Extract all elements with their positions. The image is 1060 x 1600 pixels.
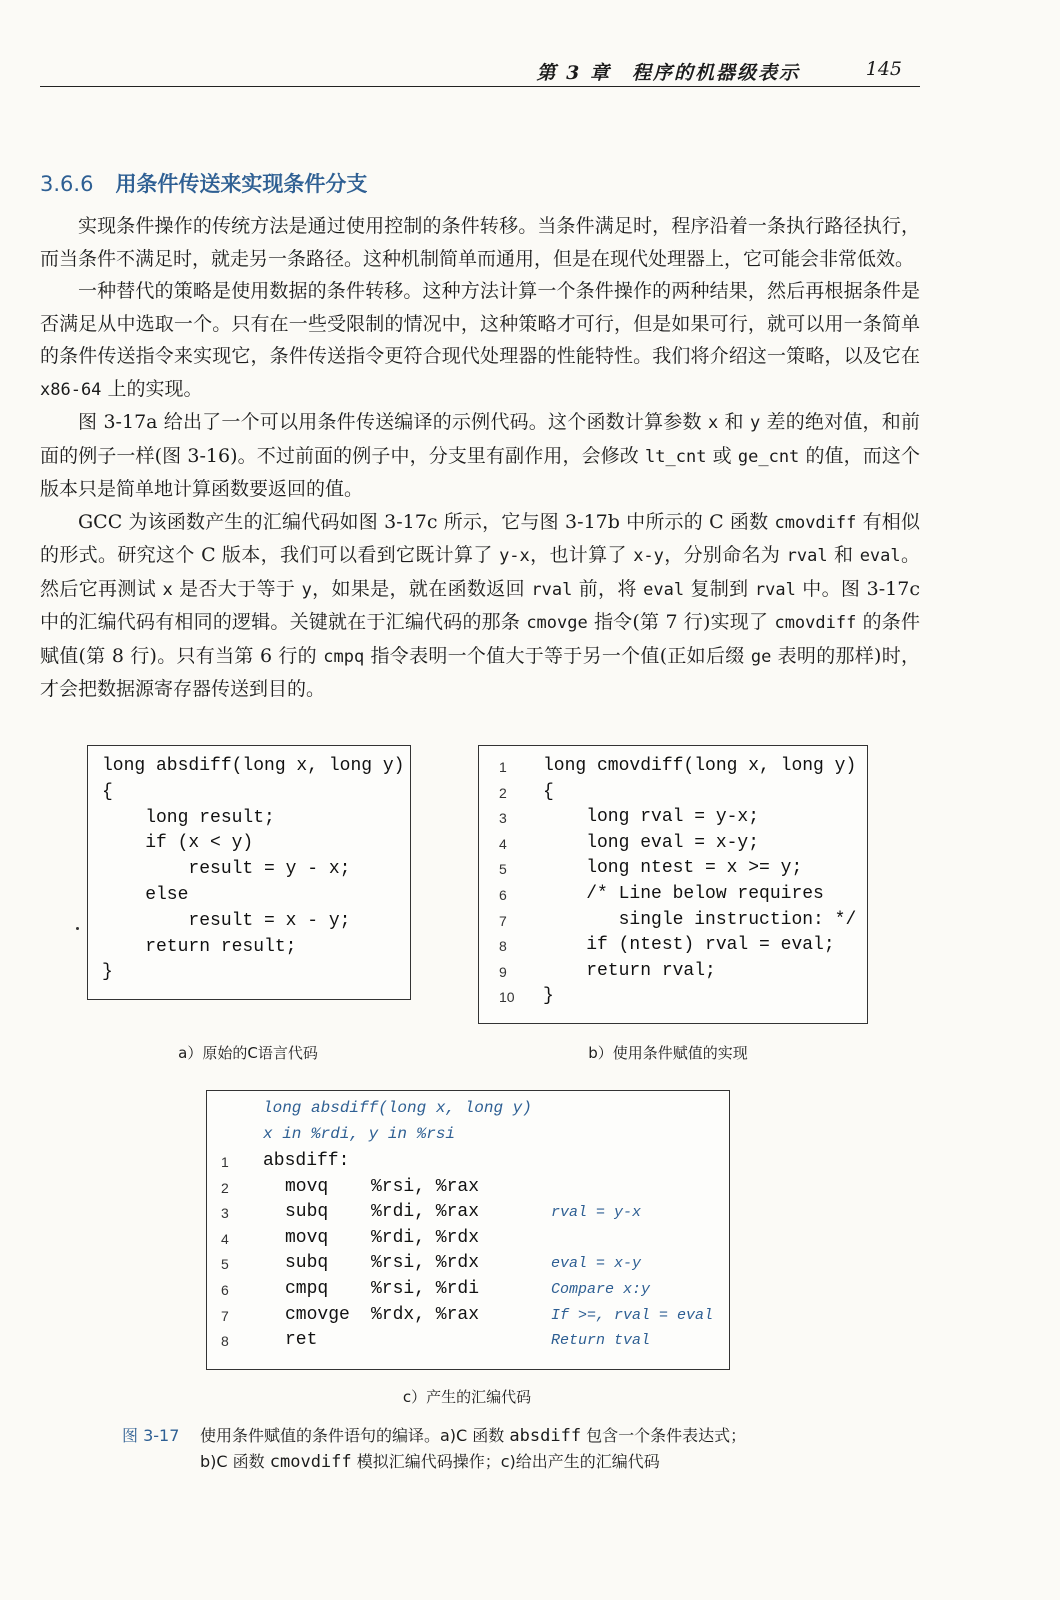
code-term: cmovdiff [774, 512, 857, 533]
asm-mnemonic: cmpq [285, 1279, 329, 1299]
figure-caption-line-1 [200, 1423, 746, 1449]
text-run: 使用条件赋值的条件语句的编译。a)C 函数 [200, 1426, 510, 1445]
paragraph [40, 275, 920, 406]
code-term: x [708, 413, 719, 433]
code-block-a [87, 745, 411, 1000]
signature-comment: long absdiff(long x, long y) [263, 1099, 532, 1117]
code-term: y [301, 579, 312, 600]
text-run: 中。图 3-17c 中的汇编代码有相同的逻辑。关键就在于汇编代码的那条 [40, 577, 920, 633]
code-term: absdiff [509, 1426, 582, 1446]
text-run: 复制到 [684, 577, 755, 600]
code-block-b [478, 745, 868, 1024]
line-number: 6 [221, 1282, 229, 1298]
section-heading [40, 168, 367, 198]
margin-dot [76, 927, 79, 930]
text-run: 和 [827, 544, 860, 566]
body-text [40, 210, 920, 706]
asm-comment: Return tval [551, 1332, 651, 1350]
code-line: { [543, 781, 554, 802]
text-run: 差的绝对值，和前面的例子一样(图 3-16)。不过前面的例子中，分支里有副作用，会修改 [40, 411, 920, 467]
line-number: 9 [499, 963, 507, 980]
text-run: 一种替代的策略是使用数据的条件转移。这种方法计算一个条件操作的两种结果，然后再根据条件是否满足从中选取一个。只有在一些受限制的情况中，这种策略才可行，但是如果可行，就可以用一条简单的条件传送指令来实现它，条件传送指令更符合现代处理器的性能特性。我们将介绍这一策略，以及它在 [40, 280, 920, 367]
signature-comment: x in %rdi, y in %rsi [263, 1125, 456, 1143]
line-number: 1 [499, 759, 507, 775]
line-number: 2 [499, 784, 507, 801]
code-line: } [102, 962, 113, 983]
text-run: 前，将 [572, 577, 644, 600]
asm-operands: %rdx, %rax [371, 1304, 480, 1325]
asm-mnemonic: ret [285, 1330, 318, 1351]
code-line: long cmovdiff(long x, long y) [543, 756, 857, 776]
line-number: 8 [221, 1333, 229, 1350]
code-line: return result; [102, 936, 297, 957]
code-term: rval [754, 579, 796, 600]
text-run: 。然后它再测试 [40, 544, 920, 600]
code-term: x [162, 579, 173, 600]
text-run: 指令(第 7 行)实现了 [587, 611, 775, 633]
text-run: 图 3-17a 给出了一个可以用条件传送编译的示例代码。这个函数计算参数 [78, 411, 708, 433]
code-term: ge [750, 646, 772, 667]
code-line: else [102, 885, 189, 905]
code-line: long ntest = x >= y; [543, 858, 803, 879]
asm-comment: Compare x:y [551, 1281, 651, 1298]
asm-mnemonic: cmovge [285, 1304, 350, 1325]
code-line: long eval = x-y; [543, 832, 760, 853]
code-line: result = x - y; [102, 910, 351, 931]
caption-a: a）原始的C语言代码 [178, 1044, 318, 1062]
text-run: 的条件赋值(第 8 行)。只有当第 6 行的 [40, 611, 920, 667]
line-number: 7 [499, 912, 507, 929]
code-term: cmovge [526, 613, 588, 633]
line-number: 8 [499, 938, 507, 955]
line-number: 10 [499, 989, 515, 1006]
code-term: x86-64 [40, 379, 102, 400]
code-block-c [206, 1090, 730, 1370]
chapter-title: 第 3 章 程序的机器级表示 [536, 62, 800, 84]
code-line: long rval = y-x; [543, 807, 760, 828]
page-header [40, 56, 920, 87]
text-run: 上的实现。 [101, 377, 203, 400]
asm-operands: %rsi, %rdi [371, 1279, 480, 1299]
asm-comment: If >=, rval = eval [551, 1306, 714, 1324]
text-run: 模拟汇编代码操作；c)给出产生的汇编代码 [351, 1452, 660, 1471]
text-run: 指令表明一个值大于等于另一个值(正如后缀 [364, 644, 751, 667]
code-term: ge_cnt [737, 446, 800, 467]
code-line: long result; [102, 807, 275, 828]
section-number: 3.6.6 [40, 172, 94, 196]
code-term: cmovdiff [774, 613, 857, 633]
caption-b: b）使用条件赋值的实现 [588, 1044, 748, 1062]
caption-c: c）产生的汇编代码 [402, 1388, 532, 1406]
code-term: y-x [499, 546, 530, 566]
asm-mnemonic: movq [285, 1227, 329, 1248]
text-run: 和 [718, 411, 750, 433]
text-run: ，如果是，就在函数返回 [311, 577, 532, 600]
asm-mnemonic: absdiff: [263, 1151, 350, 1171]
line-number: 3 [499, 810, 507, 827]
line-number: 2 [221, 1179, 229, 1196]
text-run: GCC 为该函数产生的汇编代码如图 3-17c 所示，它与图 3-17b 中所示的 C 函数 [78, 510, 775, 533]
code-line: { [102, 781, 113, 802]
code-term: rval [531, 579, 573, 600]
code-line: return rval; [543, 960, 716, 981]
text-run: b)C 函数 [200, 1452, 270, 1471]
line-number: 3 [221, 1205, 229, 1222]
code-term: cmpq [323, 646, 365, 667]
asm-mnemonic: subq [285, 1202, 329, 1223]
text-run: 包含一个条件表达式； [581, 1426, 747, 1445]
code-line: } [543, 986, 554, 1007]
asm-mnemonic: movq [285, 1176, 329, 1197]
line-number: 7 [221, 1307, 229, 1324]
text-run: 实现条件操作的传统方法是通过使用控制的条件转移。当条件满足时，程序沿着一条执行路径执行，而当条件不满足时，就走另一条路径。这种机制简单而通用，但是在现代处理器上，它可能会非常低效。 [40, 215, 920, 270]
figure-caption-line-2 [200, 1449, 660, 1475]
code-term: x-y [633, 546, 664, 566]
code-term: cmovdiff [269, 1452, 352, 1472]
code-term: y [749, 413, 761, 433]
asm-operands: %rdi, %rdx [371, 1227, 480, 1248]
asm-comment: eval = x-y [551, 1255, 642, 1273]
code-term: rval [786, 546, 828, 566]
figure-label: 图 3-17 [122, 1426, 180, 1445]
code-term: eval [643, 579, 685, 600]
code-term: eval [859, 546, 901, 566]
text-run: 表明的那样)时，才会把数据源寄存器传送到目的。 [40, 644, 920, 700]
text-run: ，分别命名为 [663, 544, 787, 566]
line-number: 4 [499, 835, 507, 852]
page-number: 145 [865, 58, 902, 80]
asm-operands: %rdi, %rax [371, 1202, 480, 1223]
line-number: 1 [221, 1154, 229, 1170]
code-line: if (x < y) [102, 833, 254, 854]
asm-operands: %rsi, %rax [371, 1176, 480, 1197]
paragraph [40, 406, 920, 506]
code-line: /* Line below requires [543, 884, 824, 904]
text-run: 有相似的形式。研究这个 C 版本，我们可以看到它既计算了 [40, 510, 920, 566]
line-number: 5 [499, 861, 507, 878]
text-run: ，也计算了 [529, 544, 634, 566]
paragraph [40, 506, 920, 706]
code-line: single instruction: */ [543, 909, 857, 930]
asm-operands: %rsi, %rdx [371, 1253, 480, 1274]
line-number: 6 [499, 887, 507, 903]
code-line: if (ntest) rval = eval; [543, 935, 835, 956]
asm-mnemonic: subq [285, 1253, 329, 1274]
paragraph [40, 210, 920, 275]
text-run: 的值，而这个版本只是简单地计算函数要返回的值。 [40, 444, 920, 500]
code-line: result = y - x; [102, 859, 351, 880]
code-term: lt_cnt [645, 446, 707, 467]
asm-comment: rval = y-x [551, 1204, 642, 1222]
code-line: long absdiff(long x, long y) [102, 756, 405, 776]
section-title: 用条件传送来实现条件分支 [115, 172, 368, 196]
text-run: 是否大于等于 [172, 577, 302, 600]
text-run: 或 [706, 444, 738, 467]
line-number: 5 [221, 1256, 229, 1273]
line-number: 4 [221, 1230, 229, 1247]
